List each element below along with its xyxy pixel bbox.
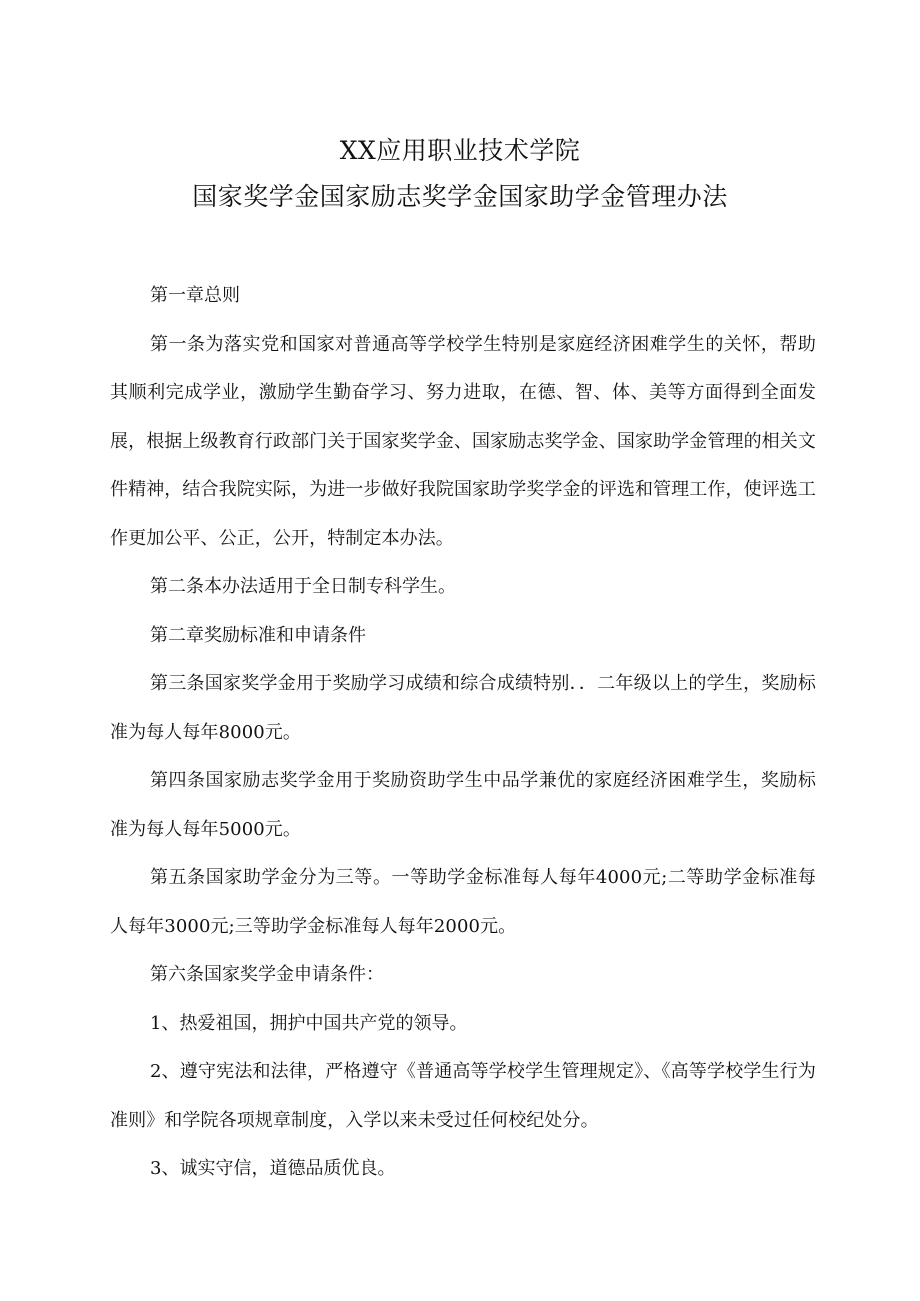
article-paragraph: 第一条为落实党和国家对普通高等学校学生特别是家庭经济困难学生的关怀，帮助其顺利完成学业，激励学生勤奋学习、努力进取，在德、智、体、美等方面得到全面发展，根据上级教育行政部门关于国家奖学金、国家励志奖学金、国家助学金管理的相关文件精神，结合我院实际，为进一步做好我院国家助学奖学金的评选和管理工作，使评选工作更加公平、公正，公开，特制定本办法。 — [110, 333, 816, 549]
title-regulation: 国家奖学金国家励志奖学金国家助学金管理办法 — [192, 182, 728, 211]
article-paragraph: 第六条国家奖学金申请条件： — [150, 964, 384, 985]
article-paragraph: 第三条国家奖学金用于奖励学习成绩和综合成绩特别．．二年级以上的学生，奖励标准为每人每年8000元。 — [110, 673, 816, 743]
list-item: 3、诚实守信，道德品质优良。 — [150, 1158, 396, 1179]
chapter-heading: 第一章总则 — [150, 285, 240, 306]
title-institution: XX应用职业技术学院 — [339, 136, 581, 165]
chapter-heading: 第二章奖励标准和申请条件 — [150, 624, 366, 646]
article-paragraph: 第四条国家励志奖学金用于奖励资助学生中品学兼优的家庭经济困难学生，奖励标准为每人每年5000元。 — [110, 770, 816, 840]
document-body — [110, 272, 816, 1194]
article-paragraph: 第五条国家助学金分为三等。一等助学金标准每人每年4000元;二等助学金标准每人每年3000元;三等助学金标准每人每年2000元。 — [110, 867, 816, 937]
document-title — [0, 128, 920, 220]
list-item: 1、热爱祖国，拥护中国共产党的领导。 — [150, 1012, 468, 1034]
article-paragraph: 第二条本办法适用于全日制专科学生。 — [150, 576, 456, 597]
list-item: 2、遵守宪法和法律，严格遵守《普通高等学校学生管理规定》、《高等学校学生行为准则》和学院各项规章制度，入学以来未受过任何校纪处分。 — [110, 1061, 816, 1131]
